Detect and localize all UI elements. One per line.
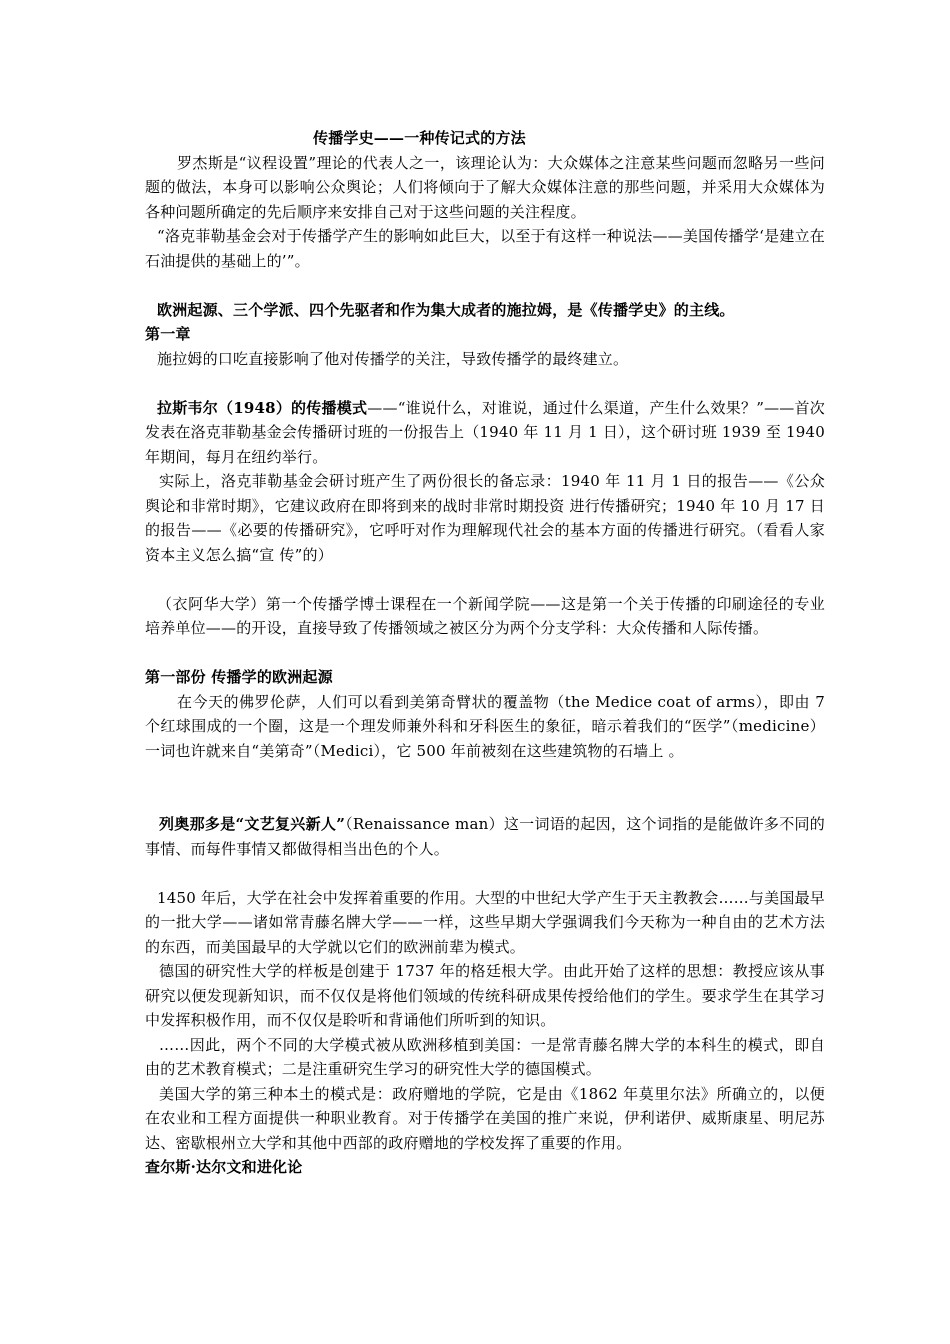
paragraph-iowa-phd: （衣阿华大学）第一个传播学博士课程在一个新闻学院——这是第一个关于传播的印刷途径的专业培养单位——的开设，直接导致了传播领域之被区分为两个分支学科：大众传播和人际传播。 [145, 594, 825, 637]
blank-line [145, 641, 825, 666]
paragraph-schramm-stutter: 施拉姆的口吃直接影响了他对传播学的关注，导致传播学的最终建立。 [157, 349, 629, 368]
blank-line [145, 273, 825, 298]
main-thread-heading: 欧洲起源、三个学派、四个先驱者和作为集大成者的施拉姆，是《传播学史》的主线。 [157, 300, 735, 319]
blank-line [145, 788, 825, 813]
blank-line [145, 371, 825, 396]
paragraph-rockefeller-quote: “洛克菲勒基金会对于传播学产生的影响如此巨大，以至于有这样一种说法——美国传播学‘是建立在石油提供的基础上的’”。 [145, 227, 825, 270]
paragraph-medici: 在今天的佛罗伦萨，人们可以看到美第奇臂状的覆盖物（the Medice coat of arms），即由 7 个红球围成的一个圈，这是一个理发师兼外科和牙科医生的象征，暗示着我们的“医学”（medicine）一词也许就来自“美第奇”（Medici），它 500 年前被刻在这些建筑物的石墙上 。 [145, 692, 825, 760]
blank-line [145, 763, 825, 788]
document-page [145, 126, 825, 1180]
paragraph-memoranda: 实际上，洛克菲勒基金会研讨班产生了两份很长的备忘录：1940 年 11 月 1 日的报告——《公众舆论和非常时期》，它建议政府在即将到来的战时非常时期投资 进行传播研究；1940 年 10 月 17 日的报告——《必要的传播研究》，它呼吁对作为理解现代社会的基本方面的传播进行研究。（看看人家资本主义怎么搞“宣 传”的） [145, 472, 825, 564]
blank-line [145, 861, 825, 886]
document-title: 传播学史——一种传记式的方法 [313, 129, 526, 147]
paragraph-agenda-setting: 罗杰斯是“议程设置”理论的代表人之一，该理论认为：大众媒体之注意某些问题而忽略另一些问题的做法，本身可以影响公众舆论；人们将倾向于了解大众媒体注意的那些问题，并采用大众媒体为各种问题所确定的先后顺序来安排自己对于这些问题的关注程度。 [145, 153, 825, 221]
paragraph-gottingen: 德国的研究性大学的样板是创建于 1737 年的格廷根大学。由此开始了这样的思想：教授应该从事研究以便发现新知识，而不仅仅是将他们领域的传统科研成果传授给他们的学生。要求学生在其学习中发挥积极作用，而不仅仅是聆听和背诵他们所听到的知识。 [145, 962, 825, 1029]
lasswell-model-label: 拉斯韦尔（1948）的传播模式 [157, 398, 368, 417]
renaissance-man-label: 列奥那多是“文艺复兴新人” [159, 815, 346, 833]
darwin-heading: 查尔斯·达尔文和进化论 [145, 1158, 303, 1176]
lasswell-model-text: ——“谁说什么，对谁说，通过什么渠道，产生什么效果？”——首次发表在洛克菲勒基金会传播研讨班的一份报告上（1940 年 11 月 1 日），这个研讨班 1939 至 1940 年期间，每月在纽约举行。 [145, 398, 826, 466]
renaissance-man-text: （Renaissance man）这一词语的起因，这个词指的是能做许多不同的事情、而每件事情又都做得相当出色的个人。 [145, 815, 826, 858]
paragraph-lasswell-model [145, 396, 825, 470]
paragraph-renaissance-man [145, 812, 825, 861]
paragraph-land-grant: 美国大学的第三种本土的模式是：政府赠地的学院，它是由《1862 年莫里尔法》所确立的，以便在农业和工程方面提供一种职业教育。对于传播学在美国的推广来说，伊利诺伊、威斯康星、明尼苏达、密歇根州立大学和其他中西部的政府赠地的学校发挥了重要的作用。 [145, 1084, 825, 1152]
chapter-one-heading: 第一章 [145, 325, 191, 343]
part-one-heading: 第一部份 传播学的欧洲起源 [145, 668, 333, 686]
paragraph-two-models: ……因此，两个不同的大学模式被从欧洲移植到美国：一是常青藤名牌大学的本科生的模式，即自由的艺术教育模式；二是注重研究生学习的研究性大学的德国模式。 [145, 1035, 825, 1078]
blank-line [145, 567, 825, 592]
paragraph-universities-1450: 1450 年后，大学在社会中发挥着重要的作用。大型的中世纪大学产生于天主教教会……与美国最早的一批大学——诸如常青藤名牌大学——一样，这些早期大学强调我们今天称为一种自由的艺术方法的东西，而美国最早的大学就以它们的欧洲前辈为模式。 [145, 888, 825, 956]
